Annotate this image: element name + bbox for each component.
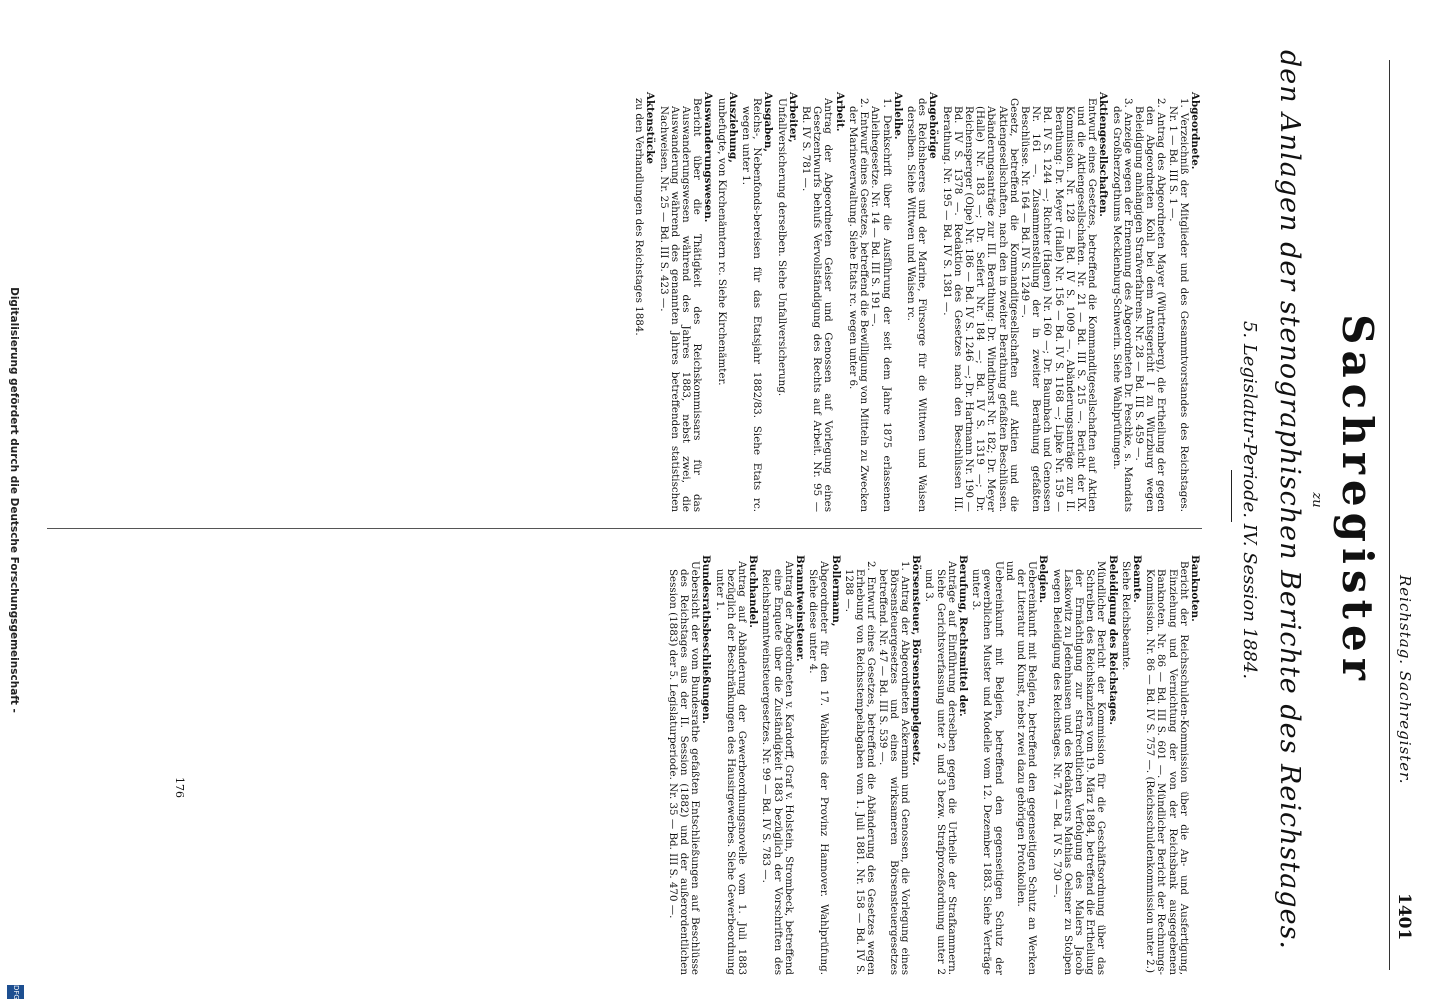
page-number-footer: 176: [173, 777, 186, 798]
entry-text: Antrag der Abgeordneten Geiser und Genossen auf Vorlegung eines Gesetzentwurfs behufs Vervollständigung des Rechts auf Arbeit. Nr. 95 — Bd. IV S. 781 —.: [800, 98, 835, 512]
entry-text: Uebereinkunft mit Belgien, betreffend den gegenseitigen Schutz an Werken der Literatur und Kunst, nebst zwei dazu gehörigen Protokollen.: [1014, 561, 1039, 975]
index-entry: [807, 555, 841, 975]
index-entry: [905, 92, 939, 512]
entry-text: 1. Denkschrift über die Ausführung der seit dem Jahre 1875 erlassenen Anleihegesetze. Nr. 14 — Bd. III S. 191 —.: [869, 98, 893, 512]
entry-headword: Bollermann,: [829, 555, 842, 627]
index-entry: [760, 555, 805, 975]
entry-headword: Beamte.: [1130, 555, 1143, 603]
entry-text: Mündlicher Bericht der Kommission für die Geschäftsordnung über das Schreiben des Reichskanzlers vom 19. März 1884, betreffend die Ertheilung der Ermächtigung zur strafrechtlichen Verfolgung des Malers Jacob Laskowitz zu Jedenhausen und des Redakteurs Mathias Oelsner zu Stolpen wegen Beleidigung des Reichstages. Nr. 74 — Bd. IV S. 730 —.: [1050, 561, 1108, 975]
entry-headword: Aktenstücke: [644, 92, 657, 164]
document-subtitle: den Anlagen der stenographischen Berichte des Reichstages.: [1274, 49, 1305, 951]
entry-text: Bericht über die Thätigkeit des Reichskommissars für das Auswanderungswesen während des Jahres 1883, nebst zwei, die Auswanderung während des genannten Jahres betreffenden statistischen Nachweisen. Nr. 25 — Bd. III S. 423 —.: [657, 98, 704, 512]
entry-text: 1. Verzeichniß der Mitglieder und des Gesammtvorstandes des Reichstages. Nr. 1 — Bd. III S. 1 —.: [1166, 98, 1190, 512]
entry-text: 2. Entwurf eines Gesetzes, betreffend die Abänderung des Gesetzes wegen Erhebung von Reichsstempelabgaben vom 1. Juli 1881. Nr. 158 — Bd. IV S. 1288 —.: [842, 561, 878, 975]
entry-text: Abgeordneter für den 17. Wahlkreis der Provinz Hannover. Wahlprüfung. Siehe diese unter 4.: [807, 561, 831, 975]
entry-text: Reichs-, Nebenfonds-bereisen für das Etatsjahr 1882/83. Siehe Etats rc. wegen unter 1.: [740, 98, 764, 512]
entry-headword: Banknoten.: [1189, 555, 1201, 622]
page-number-header: 1401: [1394, 893, 1414, 941]
entry-headword: Ausziehung,: [726, 92, 739, 163]
index-entry: [667, 555, 712, 975]
index-entry: [1050, 555, 1117, 975]
document-title: Sachregister: [1333, 314, 1382, 686]
index-entry: [843, 555, 921, 975]
index-entry: [713, 555, 758, 975]
column-divider: [47, 528, 1202, 529]
title-connector: zu: [1309, 492, 1324, 508]
index-entry: [923, 555, 968, 975]
index-entry: [800, 92, 845, 512]
entry-headword: Buchhandel.: [747, 555, 760, 628]
title-divider: [1231, 470, 1232, 522]
index-entry: [847, 92, 903, 512]
entry-text: Entwurf eines Gesetzes, betreffend die Kommanditgesellschaften auf Aktien und die Aktiengesellschaften. Nr. 21 — Bd. III S. 215 —. Bericht der IX. Kommission. Nr. 128 — Bd. IV S. 1009 —. Abänderungsanträge zur II. Berathung: Dr. Meyer (Halle) Nr. 156 — Bd. IV S. 1168 —; Lipke Nr. 159 — Bd. IV S. 1244 —; Richter (Hagen) Nr. 160 —; Dr. Baumbach und Genossen Nr. 161 —. Zusammenstellung der in zweiter Berathung gefaßten Beschlüsse. Nr. 164 — Bd. IV S. 1249 —.: [1018, 98, 1099, 512]
index-entry: [657, 92, 713, 512]
digitization-footer: Digitalisierung gefördert durch die Deutsche Forschungsgemeinschaft -: [8, 287, 20, 713]
entry-headword: Abgeordnete.: [1189, 92, 1201, 170]
entry-text: zu den Verhandlungen des Reichstages 1884.: [633, 98, 646, 336]
entry-text: des Reichsheeres und der Marine, Fürsorge für die Wittwen und Waisen derselben. Siehe Wittwen und Waisen rc.: [904, 98, 929, 512]
entry-headword: Beleidigung des Reichstages.: [1106, 555, 1119, 725]
entry-headword: Ausgaben,: [762, 92, 775, 152]
entry-headword: Belgien.: [1037, 555, 1050, 603]
index-entry: [1120, 555, 1142, 975]
entry-text: Uebersicht der vom Bundesrathe gefaßten Entschließungen auf Beschlüsse des Reichstages aus der II. Session (1882) und der außerordentlichen Session (1883) der 5. Legislaturperiode. Nr. 35 — Bd. III S. 470 —.: [666, 561, 702, 975]
entry-text: Uebereinkunft mit Belgien, betreffend den gegenseitigen Schutz der gewerblichen Muster und Modelle vom 12. Dezember 1883. Siehe Verträge unter 3.: [970, 561, 1005, 975]
index-entry: [940, 92, 1108, 512]
index-entry: [1144, 555, 1200, 975]
index-entry: [633, 92, 655, 512]
legislative-period: 5. Legislatur-Periode. IV. Session 1884.: [1239, 320, 1260, 680]
entry-text: Siehe Reichsbeamte.: [1119, 561, 1132, 671]
entry-text: Antrag auf Abänderung der Gewerbeordnungsnovelle vom 1. Juli 1883 bezüglich der Beschränkungen des Hausirgewerbes. Siehe Gewerbeordnung unter 1.: [713, 561, 749, 975]
entry-headword: Berufung, Rechtsmittel der.: [956, 555, 969, 717]
entry-text: Gesetz, betreffend die Kommanditgesellschaften auf Aktien und die Aktiengesellschaften, nach den in zweiter Berathung gefaßten Beschlüssen. Abänderungsanträge zur III. Berathung: Dr. Windthorst Nr. 182; Dr. Meyer (Halle) Nr. 183 —; Dr. Seifert Nr. 184 —; Bd. IV S. 1319 —; Dr. Reichensperger (Olpe) Nr. 186 — Bd. IV S. 1246 —; Dr. Hartmann Nr. 190 — Bd. IV S. 1378 —. Redaktion des Gesetzes nach den Beschlüssen III. Berathung. Nr. 195 — Bd. IV S. 1381 —.: [940, 98, 1020, 512]
running-header: Reichstag. Sachregister.: [1396, 575, 1414, 785]
entry-text: unbefugte, von Kirchenämtern rc. Siehe Kirchenämter.: [715, 98, 728, 386]
entry-headword: Bundesrathsbeschließungen.: [700, 555, 713, 724]
entry-text: 3. Anzeige wegen der Ernennung des Abgeordneten Dr. Peschke, s. Mandats des Großherzogthums Mecklenburg-Schwerin. Siehe Wahlprüfungen.: [1110, 98, 1134, 512]
entry-headword: Arbeiter,: [786, 92, 799, 143]
entry-headword: Aktiengesellschaften.: [1097, 92, 1110, 217]
index-entry: [740, 92, 774, 512]
entry-text: 1. Antrag der Abgeordneten Ackermann und Genossen, die Vorlegung eines Börsensteuergesetzes und eines wirksameren Börsensteuergesetzes betreffend. Nr. 47 — Bd. III S. 539 —.: [876, 561, 911, 975]
index-entry: [715, 92, 737, 512]
entry-text: Antrag der Abgeordneten v. Kardorff, Graf v. Holstein, Strombeck, betreffend eine Enquete über die Zuständigkeit 1883 bezüglich der Vorschriften des Reichsbranntweinsteuergesetzes. Nr. 99 — Bd. IV S. 783 —.: [760, 561, 795, 975]
entry-headword: Auswanderungswesen.: [702, 92, 715, 223]
index-column-left: [631, 92, 1200, 512]
entry-text: Anträge auf Einführung derselben gegen die Urtheile der Strafkammern. Siehe Gerichtsverfassung unter 2 und 3 bezw. Strafprozeßordnung unter 2 und 3.: [923, 561, 958, 975]
entry-headword: Anleihe.: [891, 92, 904, 140]
entry-headword: Angehörige: [927, 92, 940, 159]
dfg-logo: DFG: [7, 985, 24, 999]
entry-headword: Branntweinsteuer.: [794, 555, 807, 662]
index-entry: [775, 92, 797, 512]
entry-headword: Arbeit.: [833, 92, 846, 132]
index-entry: [1110, 92, 1200, 512]
index-entry: [970, 555, 1048, 975]
entry-text: 2. Entwurf eines Gesetzes, betreffend die Bewilligung von Mitteln zu Zwecken der Marineverwaltung. Siehe Etats rc. wegen unter 6.: [846, 98, 871, 512]
entry-text: Bericht der Reichsschulden-Kommission über die An- und Ausfertigung, Einziehung und Vernichtung der von der Reichsbank ausgegebenen Banknoten. Nr. 86 — Bd. III S. 601 —. Mündlicher Bericht der Rechnungs-Kommission. Nr. 86 — Bd. IV S. 757 —. (Reichsschuldenkommission unter 2.): [1144, 561, 1190, 975]
entry-headword: Börsensteuer, Börsenstempelgesetz.: [910, 555, 923, 766]
entry-text: 2. Antrag des Abgeordneten Mayer (Württemberg), die Ertheilung der gegen den Abgeordneten Kohl bei dem Amtsgericht I zu Würzburg wegen Beleidigung anhängigen Strafverfahrens. Nr. 28 — Bd. III S. 459 —.: [1132, 98, 1168, 512]
entry-text: Unfallversicherung derselben. Siehe Unfallversicherung.: [775, 98, 788, 397]
entry-text: und: [1003, 561, 1016, 581]
header-rule: [1389, 60, 1390, 970]
index-column-right: [665, 555, 1200, 975]
